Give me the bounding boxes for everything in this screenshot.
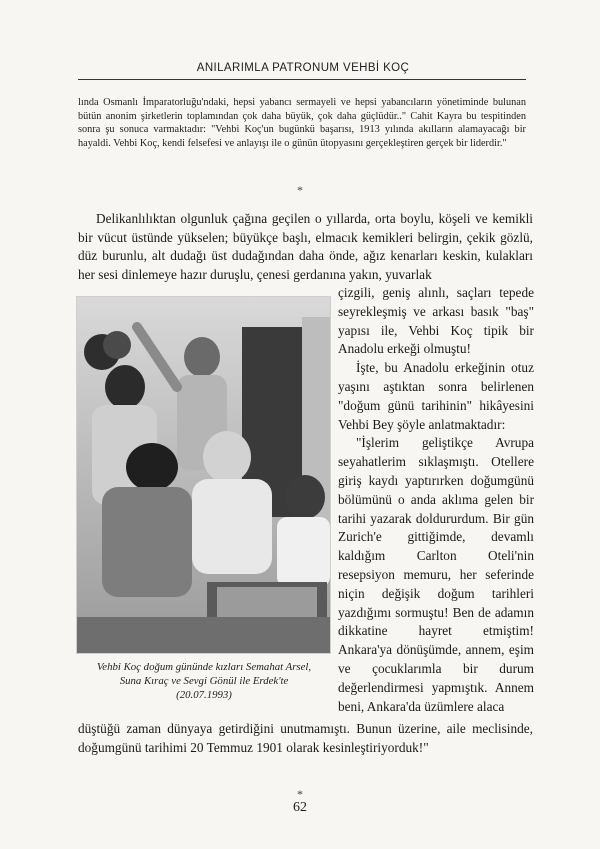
photo-birthday — [76, 296, 331, 654]
quote-block: lında Osmanlı İmparatorluğu'ndaki, hepsi yabancı sermayeli ve hepsi yabancıların yönetiminde bulunan bütün anonim şirketlerin toplamından çok daha büyük, çok daha güçlüdür.." Cahit Kayra bu tespitinden sonra şu sonuca varmaktadır: "Vehbi Koç'un bugünkü başarısı, 1913 yılında akılların alamayacağı bir hayaldi. Vehbi Koç, kendi felsefesi ve anlayışı ile o günün ütopyasını gerçekleştiren gerçek bir liderdir." — [78, 97, 526, 149]
section-separator-bottom: * — [297, 787, 303, 801]
right-column-text — [338, 284, 534, 716]
photo-illustration — [77, 297, 330, 653]
right-paragraph-1: çizgili, geniş alınlı, saçları tepede seyrekleşmiş ve arkası basık "baş" yapısı ile, Vehbi Koç tipik bir Anadolu erkeği olmuştu! — [338, 285, 534, 357]
caption-line-1: Vehbi Koç doğum gününde kızları Semahat Arsel, — [96, 661, 312, 673]
caption-line-3: (20.07.1993) — [176, 689, 232, 702]
running-header: ANILARIMLA PATRONUM VEHBİ KOÇ — [196, 62, 410, 74]
paragraph-bottom: düştüğü zaman dünyaya getirdiğini unutmamıştı. Bunun üzerine, aile meclisinde, doğumgünü tarihimi 20 Temmuz 1901 olarak kesinleştiriyorduk!" — [78, 721, 533, 755]
photo-caption — [76, 660, 332, 703]
page-number: 62 — [293, 800, 307, 815]
caption-line-2: Suna Kıraç ve Sevgi Gönül ile Erdek'te — [119, 675, 289, 688]
right-paragraph-2: İşte, bu Anadolu erkeğinin otuz yaşını aştıktan sonra belirlenen "doğum günü tarihinin" hikâyesini Vehbi Bey şöyle anlatmaktadır: — [338, 360, 534, 432]
section-separator-top: * — [297, 183, 303, 197]
paragraph-top: Delikanlılıktan olgunluk çağına geçilen o yıllarda, orta boylu, köşeli ve kemikli bir vücut üstünde yükselen; büyükçe başlı, elmacık kemikleri belirgin, çekik gözlü, düz burunlu, alt dudağı üst dudağından daha önde, ağız kenarları keskin, kulakları her sesi dinlemeye hazır duruşlu, çenesi gerdanına yakın, yuvarlak — [78, 211, 533, 282]
right-paragraph-3: "İşlerim geliştikçe Avrupa seyahatlerim sıklaşmıştı. Otellere giriş kaydı yaptırırken doğumgünü bölümünü o anda aklıma gelen bir tarihi yazarak doldururdum. Bir gün Zurich'e gittiğimde, devamlı kaldığım Carlton Oteli'nin resepsiyon memuru, her seferinde niçin değişik doğum tarihleri yazdığımı sormuştu! Ben de adamın dikkatine hayret etmiştim! Ankara'ya dönüşümde, annem, eşim ve çocuklarımla bir durum değerlendirmesi yapmıştık. Annem beni, Ankara'da üzümlere alaca — [338, 435, 534, 714]
header-rule — [78, 79, 526, 80]
